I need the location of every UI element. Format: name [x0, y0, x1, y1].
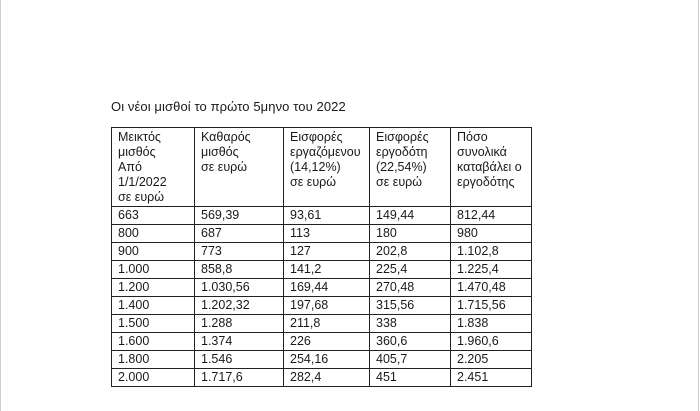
- cell-net: 858,8: [195, 261, 284, 279]
- header-employee-contributions: [284, 128, 370, 207]
- table-header-row: [112, 128, 532, 207]
- cell-net: 1.546: [195, 351, 284, 369]
- table-row: [112, 351, 532, 369]
- cell-employee: 282,4: [284, 369, 370, 387]
- cell-net: 569,39: [195, 207, 284, 225]
- header-line: Καθαρός: [201, 130, 251, 144]
- cell-employee: 113: [284, 225, 370, 243]
- cell-employer: 202,8: [370, 243, 451, 261]
- header-line: σε ευρώ: [290, 175, 337, 189]
- cell-gross: 1.400: [112, 297, 195, 315]
- cell-gross: 663: [112, 207, 195, 225]
- header-gross-salary: [112, 128, 195, 207]
- cell-employer: 360,6: [370, 333, 451, 351]
- cell-gross: 800: [112, 225, 195, 243]
- header-employer-total: [451, 128, 532, 207]
- cell-net: 1.202,32: [195, 297, 284, 315]
- page-edge-left: [0, 0, 1, 411]
- cell-employee: 226: [284, 333, 370, 351]
- document-title: Οι νέοι μισθοί το πρώτο 5μηνο του 2022: [111, 99, 346, 114]
- cell-net: 1.374: [195, 333, 284, 351]
- header-line: εργαζόμενου: [290, 145, 361, 159]
- header-line: Από 1/1/2022: [118, 160, 167, 189]
- header-line: Πόσο: [457, 130, 488, 144]
- cell-employer: 180: [370, 225, 451, 243]
- table-row: [112, 243, 532, 261]
- cell-net: 1.288: [195, 315, 284, 333]
- cell-gross: 1.800: [112, 351, 195, 369]
- cell-total: 2.451: [451, 369, 532, 387]
- header-line: καταβάλει ο: [457, 160, 522, 174]
- salary-table: [111, 127, 532, 387]
- header-line: (22,54%): [376, 160, 427, 174]
- cell-employee: 197,68: [284, 297, 370, 315]
- cell-total: 1.102,8: [451, 243, 532, 261]
- cell-employee: 93,61: [284, 207, 370, 225]
- table-row: [112, 279, 532, 297]
- cell-employer: 338: [370, 315, 451, 333]
- header-line: μισθός: [201, 145, 239, 159]
- header-line: σε ευρώ: [376, 175, 423, 189]
- header-line: μισθός: [118, 145, 156, 159]
- header-line: Εισφορές: [376, 130, 429, 144]
- cell-net: 1.030,56: [195, 279, 284, 297]
- cell-total: 1.470,48: [451, 279, 532, 297]
- table-row: [112, 261, 532, 279]
- cell-employer: 225,4: [370, 261, 451, 279]
- cell-employer: 315,56: [370, 297, 451, 315]
- cell-net: 687: [195, 225, 284, 243]
- header-line: συνολικά: [457, 145, 507, 159]
- cell-gross: 1.200: [112, 279, 195, 297]
- cell-total: 2.205: [451, 351, 532, 369]
- page-edge-right: [698, 0, 699, 411]
- cell-total: 812,44: [451, 207, 532, 225]
- header-line: (14,12%): [290, 160, 341, 174]
- cell-gross: 2.000: [112, 369, 195, 387]
- cell-employee: 141,2: [284, 261, 370, 279]
- cell-employee: 169,44: [284, 279, 370, 297]
- cell-total: 1.715,56: [451, 297, 532, 315]
- table-row: [112, 369, 532, 387]
- cell-employee: 211,8: [284, 315, 370, 333]
- table-row: [112, 333, 532, 351]
- cell-employer: 451: [370, 369, 451, 387]
- header-line: σε ευρώ: [118, 190, 165, 204]
- cell-employer: 270,48: [370, 279, 451, 297]
- cell-employer: 405,7: [370, 351, 451, 369]
- cell-total: 1.960,6: [451, 333, 532, 351]
- cell-gross: 1.600: [112, 333, 195, 351]
- cell-total: 980: [451, 225, 532, 243]
- header-employer-contributions: [370, 128, 451, 207]
- table-row: [112, 315, 532, 333]
- header-line: σε ευρώ: [201, 160, 248, 174]
- header-line: Εισφορές: [290, 130, 343, 144]
- cell-gross: 1.000: [112, 261, 195, 279]
- cell-employee: 254,16: [284, 351, 370, 369]
- cell-employer: 149,44: [370, 207, 451, 225]
- cell-total: 1.225,4: [451, 261, 532, 279]
- header-line: Μεικτός: [118, 130, 161, 144]
- cell-gross: 900: [112, 243, 195, 261]
- cell-net: 773: [195, 243, 284, 261]
- header-line: εργοδότη: [376, 145, 428, 159]
- table-row: [112, 207, 532, 225]
- header-line: εργοδότης: [457, 175, 515, 189]
- header-net-salary: [195, 128, 284, 207]
- table-row: [112, 225, 532, 243]
- cell-employee: 127: [284, 243, 370, 261]
- table-row: [112, 297, 532, 315]
- cell-net: 1.717,6: [195, 369, 284, 387]
- cell-gross: 1.500: [112, 315, 195, 333]
- cell-total: 1.838: [451, 315, 532, 333]
